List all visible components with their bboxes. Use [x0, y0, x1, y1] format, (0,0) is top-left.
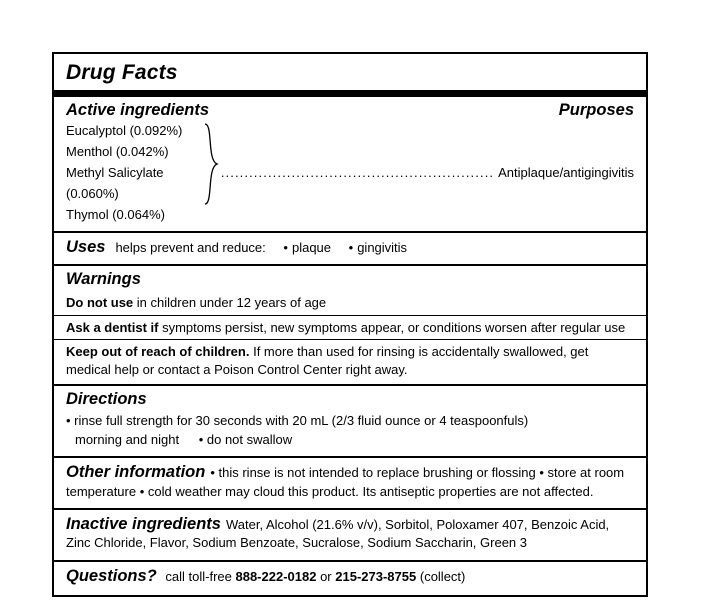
warnings-section [54, 266, 646, 384]
uses-lead: helps prevent and reduce: [115, 240, 266, 256]
other-information-text: • this rinse is not intended to replace brushing or flossing • store at room temperature • cold weather may cloud this product. Its antiseptic properties are not affected. [66, 465, 625, 499]
active-ingredients-list [66, 120, 203, 225]
warning-do-not-use [54, 291, 646, 315]
keep-out-text: If more than used for rinsing is accidentally swallowed, get medical help or contact a Poison Control Center right away. [66, 344, 589, 377]
list-item: Thymol (0.064%) [66, 207, 165, 223]
uses-text [115, 240, 407, 255]
purpose-line [219, 165, 634, 180]
ask-dentist-text: symptoms persist, new symptoms appear, or conditions worsen after regular use [162, 319, 626, 335]
direction-line: • rinse full strength for 30 seconds with 20 mL (2/3 fluid ounce or 4 teaspoonfuls) [66, 413, 529, 429]
phone-number-collect[interactable]: 215-273-8755 [335, 568, 417, 584]
questions-section [54, 562, 646, 595]
directions-section [54, 386, 646, 456]
other-information-section [54, 458, 646, 508]
inactive-ingredients-header: Inactive ingredients [66, 515, 221, 534]
warning-ask-dentist [54, 316, 646, 340]
uses-bullet: plaque [291, 240, 332, 256]
warning-keep-out [54, 340, 646, 384]
directions-header: Directions [66, 390, 147, 409]
divider-thick-title [54, 90, 646, 97]
active-ingredients-section [54, 97, 646, 231]
directions-list [54, 410, 646, 456]
uses-header: Uses [66, 238, 106, 257]
directions-header-wrap [54, 386, 646, 410]
questions-header: Questions? [66, 566, 157, 585]
phone-number-tollfree[interactable]: 888-222-0182 [235, 568, 317, 584]
uses-bullet: gingivitis [357, 240, 408, 256]
do-not-use-text: in children under 12 years of age [136, 295, 327, 311]
bullet-icon: • [283, 240, 288, 256]
other-information-header: Other information [66, 463, 206, 482]
active-ingredients-header-row [66, 101, 634, 120]
questions-mid: or [320, 568, 332, 584]
direction-line-2b: • do not swallow [198, 432, 293, 448]
questions-text [162, 569, 466, 584]
direction-line-2 [66, 431, 634, 450]
inactive-ingredients-section [54, 510, 646, 560]
keep-out-label: Keep out of reach of children. [66, 344, 250, 360]
uses-section [54, 233, 646, 264]
purposes-header: Purposes [558, 101, 634, 119]
inactive-ingredients-text: Water, Alcohol (21.6% v/v), Sorbitol, Poloxamer 407, Benzoic Acid, Zinc Chloride, Flavor, Sodium Benzoate, Sucralose, Sodium Saccharin, Green 3 [66, 517, 610, 551]
warnings-header: Warnings [66, 270, 141, 289]
direction-line-2a: morning and night [75, 432, 180, 448]
questions-pre: call toll-free [165, 568, 232, 584]
ask-dentist-label: Ask a dentist if [66, 319, 159, 335]
bullet-icon: • [348, 240, 354, 256]
warnings-header-wrap [54, 266, 646, 291]
list-item: Methyl Salicylate (0.060%) [66, 165, 164, 202]
list-item: Menthol (0.042%) [66, 144, 169, 160]
list-item: Eucalyptol (0.092%) [66, 123, 183, 138]
drug-facts-panel [52, 52, 648, 597]
active-ingredients-body [66, 120, 634, 225]
do-not-use-label: Do not use [66, 295, 134, 311]
leader-dots: .......................................................... [220, 165, 495, 181]
curly-brace-icon [203, 120, 219, 225]
purpose-value: Antiplaque/antigingivitis [498, 165, 634, 181]
active-ingredients-header: Active ingredients [66, 101, 210, 119]
page-title: Drug Facts [66, 61, 178, 84]
questions-post: (collect) [419, 568, 466, 584]
